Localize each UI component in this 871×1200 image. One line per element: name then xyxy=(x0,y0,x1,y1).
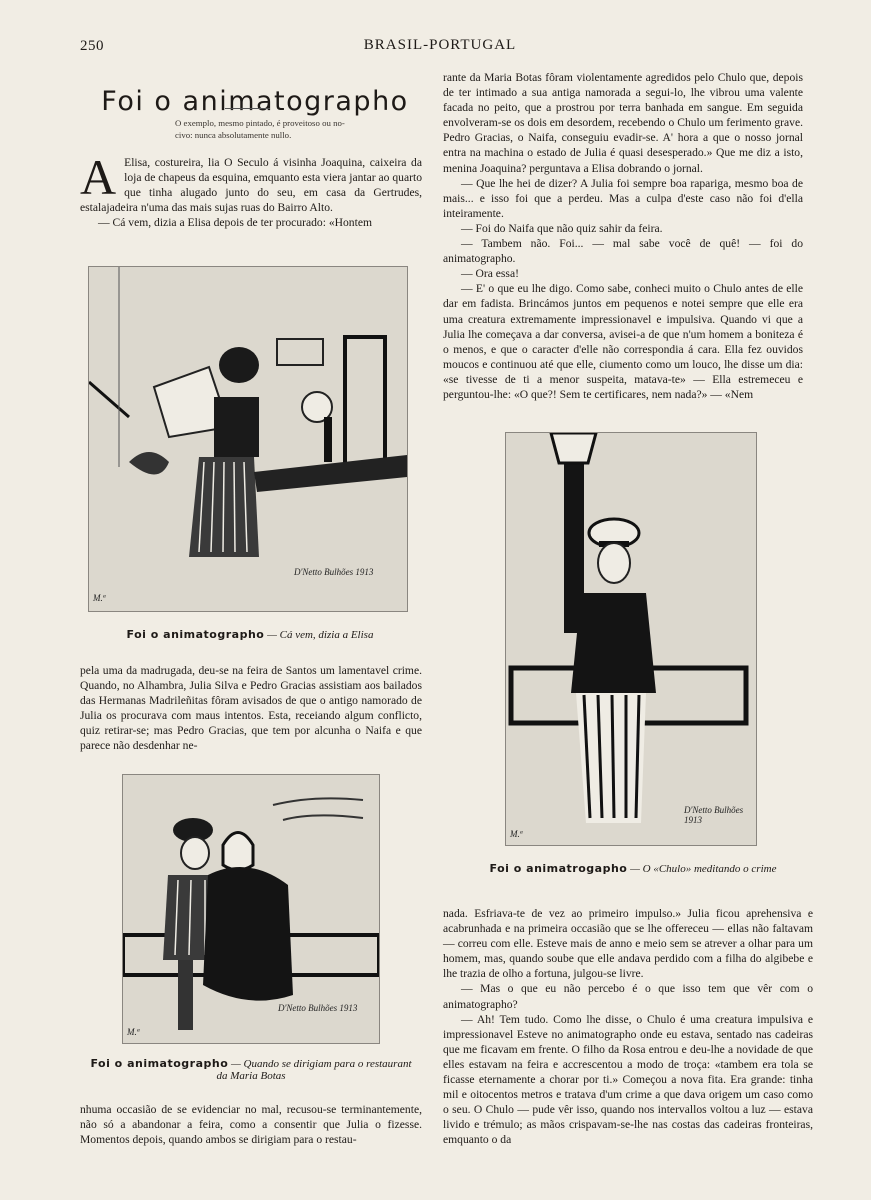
paragraph: A Elisa, costureira, lia O Seculo á visinha Joaquina, caixeira da loja de chapeus da esquina, emquanto esta viera jantar ao quarto que tinha alugado junto do seu, em casa da Gertrudes, estalajadeira n'uma das mais sujas ruas do Bairro Alto. xyxy=(80,149,422,215)
paragraph: nada. Esfriava-te de vez ao primeiro impulso.» Julia ficou aprehensiva e acabrunhada e na primeira occasião que se lhe offereceu — ellas não faltavam — correu com elle. Esteve mais de anno e meio sem se atrever a olhar para um homem, mas, quando soube que elle andava perdido com a filha do algibebe e lhe trazia de olho a fortuna, julgou-se livre. xyxy=(443,907,813,981)
epigraph xyxy=(175,117,415,141)
caption-italic-line2: da Maria Botas xyxy=(216,1070,286,1082)
printer-mark: M.ª xyxy=(510,829,523,839)
illustration-drawing xyxy=(89,267,407,611)
article-title: Foi o animatographo xyxy=(101,86,409,118)
epigraph-line: O exemplo, mesmo pintado, é proveitoso ou no- xyxy=(175,118,345,128)
paragraph: — Ah! Tem tudo. Como lhe disse, o Chulo é uma creatura impulsiva e impressionavel Esteve no animatographo onde eu estava, sentado nas cadeiras que me ficavam em frente. O filho da Rosa entrou e deu-lhe a novidade de que elles estavam na feira e accrescentou a modo de troça: «tambem era tola se ficasse eternamente a chorar por ti.» Começou a nova fita. Era grande: tinha mil e oitocentos metros e tratava d'um crime a que dava origem um caso como o seu. O Chulo — pude vêr isso, quando nos intervallos voltou a luz — estava livido e trémulo; as mãos crispavam-se-lhe nas costas das cadeiras fronteiras, emquanto o da xyxy=(443,1012,813,1147)
paragraph: — Ora essa! xyxy=(461,267,519,281)
artist-signature: D'Netto Bulhões 1913 xyxy=(294,567,374,577)
illustration-drawing xyxy=(506,433,756,845)
caption-italic: — O «Chulo» meditando o crime xyxy=(630,863,777,875)
caption-italic: — Cá vem, dizia a Elisa xyxy=(267,629,374,641)
paragraph: — Que lhe hei de dizer? A Julia foi sempre boa rapariga, mesmo boa de mais... e isso foi que a perdeu. Mas a culpa d'este caso não foi d'ella inteiramente. xyxy=(443,176,803,220)
caption-bold: Foi o animatographo xyxy=(126,628,265,641)
column-2-top xyxy=(443,70,803,402)
paragraph: — E' o que eu lhe digo. Como sabe, conheci muito o Chulo antes de elle dar em fadista. Brincámos juntos em pequenos e notei sempre que elle era uma creatura extremamente impressionavel e impulsiva. Quando vi que a Julia lhe começava a dar conversa, avisei-a de que n'um homem a boniteza é o menos, e que o caracter d'elle não correspondia á cara. Ella fez ouvidos moucos e continuou até que elle, ciumento como um louco, lhe disse um dia: «se tivesse de ti a menor suspeita, matava-te» — Ella estremeceu e perguntou-lhe: «O que?! Sem te certificares, nem nada?» — «Nem xyxy=(443,282,803,401)
caption-bold: Foi o animatographo xyxy=(90,1057,229,1070)
figure-3-caption xyxy=(80,1057,422,1082)
paragraph: — Tambem não. Foi... — mal sabe você de quê! — foi do animatographo. xyxy=(443,237,803,266)
column-1-bottom xyxy=(80,1102,422,1147)
drop-cap: A xyxy=(80,149,117,205)
running-title: BRASIL-PORTUGAL xyxy=(363,37,517,53)
column-1-middle xyxy=(80,663,422,754)
caption-bold: Foi o animatrogapho xyxy=(489,862,628,875)
paragraph: pela uma da madrugada, deu-se na feira de Santos um lamentavel crime. Quando, no Alhambra, Julia Silva e Pedro Gracias assistiam aos bailados das Hermanas Madrileñitas fôram avisados de que o antigo namorado de Julia os procurava com maus intentos. Esta, receiando algum conflicto, quiz retirar-se; mas Pedro Gracias, que tem por alcunha o Naifa e que parece não desdenhar ne- xyxy=(80,664,422,753)
title-rule xyxy=(225,108,270,109)
paragraph: — Cá vem, dizia a Elisa depois de ter procurado: «Hontem xyxy=(98,216,372,230)
column-2-bottom xyxy=(443,906,813,1148)
artist-signature: D'Netto Bulhões 1913 xyxy=(684,805,744,825)
figure-2-caption xyxy=(443,862,823,875)
page-number: 250 xyxy=(80,38,104,54)
illustration-women-reading xyxy=(88,266,408,612)
printer-mark: M.ª xyxy=(127,1027,140,1037)
paragraph: rante da Maria Botas fôram violentamente agredidos pelo Chulo que, depois de ter intimado a sua antiga namorada a segui-lo, lhe vibrou uma valente facada no peito, que a prostrou por terra banhada em sangue. Em seguida envolveram-se os dois em desordem, recebendo o Chulo um ferimento grave. Pedro Gracias, o Naifa, conseguiu evadir-se. A' hora a que o nosso jornal entra na machina o estado de Julia é quasi desesperado.» Que me diz a isto, menina Joaquina? perguntava a Elisa dobrando o jornal. xyxy=(443,71,803,175)
column-1-top xyxy=(80,149,422,230)
artist-signature: D'Netto Bulhões 1913 xyxy=(278,1003,358,1013)
epigraph-line: civo: nunca absolutamente nullo. xyxy=(175,130,292,140)
illustration-chulo-meditating xyxy=(505,432,757,846)
paragraph: — Foi do Naifa que não quiz sahir da feira. xyxy=(461,221,663,235)
caption-italic: — Quando se dirigiam para o restaurant xyxy=(231,1058,412,1070)
paragraph: — Mas o que eu não percebo é o que isso tem que vêr com o animatographo? xyxy=(443,982,813,1011)
paragraph: nhuma occasião de se evidenciar no mal, recusou-se terminantemente, não só a abandonar a feira, como a consentir que Julia o fizesse. Momentos depois, quando ambos se dirigiam para o restau- xyxy=(80,1103,422,1147)
illustration-couple-walking xyxy=(122,774,380,1044)
figure-1-caption xyxy=(80,628,420,641)
printer-mark: M.ª xyxy=(93,593,106,603)
